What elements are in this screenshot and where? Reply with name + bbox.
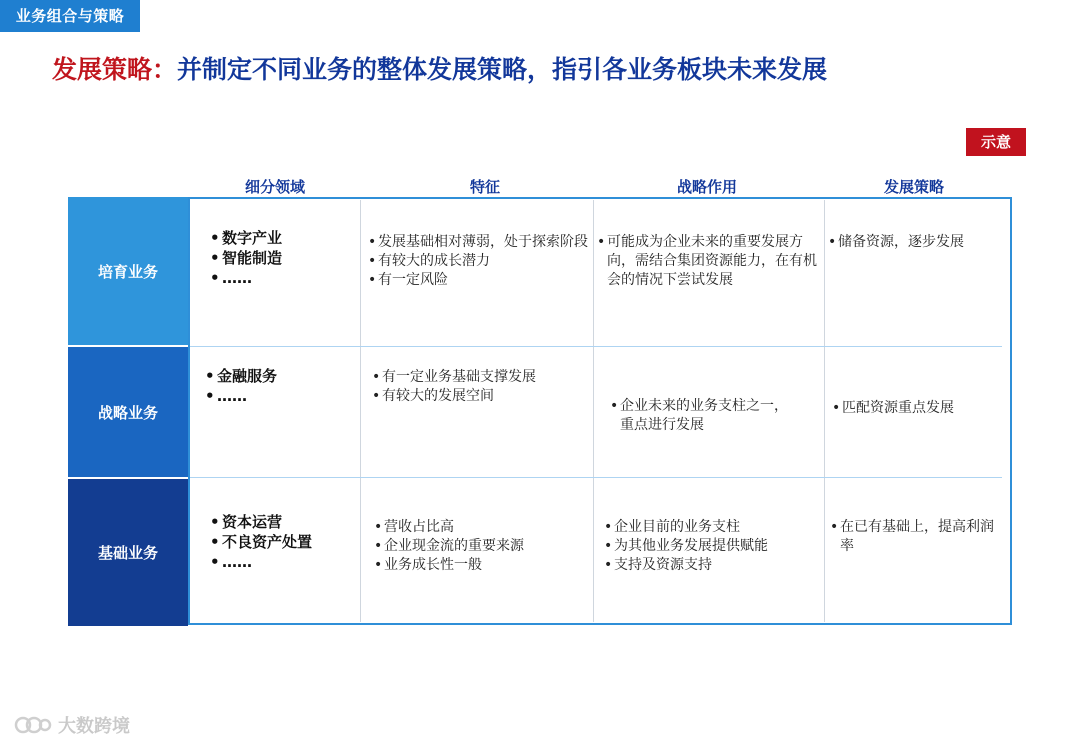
list-item: • 金融服务	[205, 366, 355, 386]
features-cell	[372, 368, 590, 406]
watermark	[14, 712, 130, 738]
list-item: • 可能成为企业未来的重要发展方向，需结合集团资源能力，在有机会的情况下尝试发展	[597, 233, 823, 290]
list-item: • 匹配资源重点发展	[832, 399, 1008, 418]
list-item: • 资本运营	[210, 512, 356, 532]
list-item: • 智能制造	[210, 248, 350, 268]
row-label-text: 培育业务	[97, 262, 158, 281]
row-divider	[190, 346, 1002, 347]
watermark-text: 大数跨境	[58, 716, 130, 737]
row-divider	[190, 477, 1002, 478]
list-item: • 有较大的发展空间	[372, 387, 590, 406]
list-item: • 企业现金流的重要来源	[374, 537, 590, 556]
row-label-incubation	[68, 197, 188, 345]
role-cell	[604, 518, 822, 575]
list-item: • 有一定业务基础支撑发展	[372, 368, 590, 387]
list-item: • 数字产业	[210, 228, 350, 248]
column-divider	[824, 200, 825, 622]
row-label-strategic	[68, 347, 188, 477]
list-item: • 不良资产处置	[210, 532, 356, 552]
column-header-strategy: 发展策略	[883, 178, 944, 196]
strategy-cell	[830, 518, 1002, 556]
illustrative-badge: 示意	[966, 128, 1026, 156]
domain-cell	[205, 366, 355, 406]
list-item: • 储备资源，逐步发展	[828, 233, 1006, 252]
list-item: • 有较大的成长潜力	[368, 252, 594, 271]
strategy-cell	[832, 399, 1008, 418]
row-label-text: 基础业务	[97, 544, 158, 562]
row-label-text: 战略业务	[97, 403, 158, 422]
column-header-domain: 细分领域	[244, 178, 305, 196]
list-item: • ……	[210, 268, 350, 288]
list-item: • ……	[205, 386, 355, 406]
list-item: • 在已有基础上，提高利润率	[830, 518, 1002, 556]
list-item: • 支持及资源支持	[604, 556, 822, 575]
role-cell	[597, 233, 823, 290]
list-item: • 有一定风险	[368, 271, 594, 290]
domain-cell	[210, 512, 356, 572]
row-label-foundation	[68, 479, 188, 626]
list-item: • 企业目前的业务支柱	[604, 518, 822, 537]
list-item: • 企业未来的业务支柱之一，重点进行发展	[610, 397, 790, 435]
role-cell	[610, 397, 790, 435]
list-item: • 业务成长性一般	[374, 556, 590, 575]
features-cell	[368, 233, 594, 290]
title-lead: 发展策略：	[52, 55, 178, 84]
column-header-role: 战略作用	[676, 178, 737, 196]
column-divider	[360, 200, 361, 622]
list-item: • ……	[210, 552, 356, 572]
title-text: 并制定不同业务的整体发展策略，指引各业务板块未来发展	[177, 55, 828, 84]
features-cell	[374, 518, 590, 575]
page-title	[52, 50, 827, 86]
strategy-cell	[828, 233, 1006, 252]
column-header-features: 特征	[469, 178, 500, 196]
domain-cell	[210, 228, 350, 288]
list-item: • 为其他业务发展提供赋能	[604, 537, 822, 556]
list-item: • 营收占比高	[374, 518, 590, 537]
list-item: • 发展基础相对薄弱，处于探索阶段	[368, 233, 594, 252]
watermark-logo-icon	[14, 712, 52, 738]
section-tag: 业务组合与策略	[0, 0, 140, 32]
